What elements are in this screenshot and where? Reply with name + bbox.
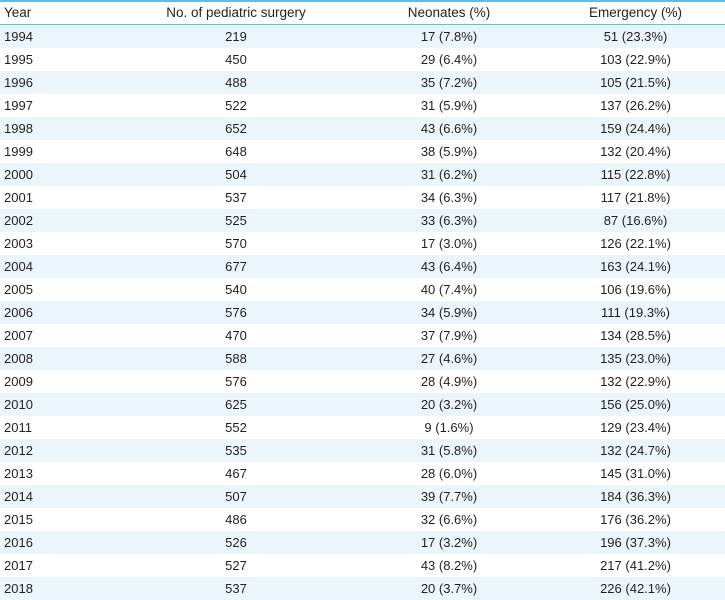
table-row bbox=[0, 94, 725, 117]
cell-neonates: 20 (3.2%) bbox=[356, 393, 542, 416]
table-row bbox=[0, 554, 725, 577]
cell-pediatric-surgery: 652 bbox=[116, 117, 356, 140]
column-header-emergency: Emergency (%) bbox=[542, 2, 725, 25]
cell-neonates: 17 (3.2%) bbox=[356, 531, 542, 554]
cell-pediatric-surgery: 648 bbox=[116, 140, 356, 163]
cell-neonates: 37 (7.9%) bbox=[356, 324, 542, 347]
cell-neonates: 43 (8.2%) bbox=[356, 554, 542, 577]
table-row bbox=[0, 25, 725, 49]
cell-emergency: 163 (24.1%) bbox=[542, 255, 725, 278]
cell-pediatric-surgery: 537 bbox=[116, 186, 356, 209]
cell-neonates: 34 (5.9%) bbox=[356, 301, 542, 324]
table-row bbox=[0, 301, 725, 324]
cell-year: 2012 bbox=[0, 439, 116, 462]
cell-pediatric-surgery: 467 bbox=[116, 462, 356, 485]
cell-year: 2017 bbox=[0, 554, 116, 577]
column-header-pediatric-surgery: No. of pediatric surgery bbox=[116, 2, 356, 25]
table-row bbox=[0, 209, 725, 232]
cell-emergency: 87 (16.6%) bbox=[542, 209, 725, 232]
cell-neonates: 29 (6.4%) bbox=[356, 48, 542, 71]
table-row bbox=[0, 140, 725, 163]
cell-year: 1994 bbox=[0, 25, 116, 49]
cell-emergency: 105 (21.5%) bbox=[542, 71, 725, 94]
cell-pediatric-surgery: 526 bbox=[116, 531, 356, 554]
cell-year: 1996 bbox=[0, 71, 116, 94]
cell-neonates: 35 (7.2%) bbox=[356, 71, 542, 94]
cell-emergency: 132 (24.7%) bbox=[542, 439, 725, 462]
cell-emergency: 103 (22.9%) bbox=[542, 48, 725, 71]
cell-neonates: 9 (1.6%) bbox=[356, 416, 542, 439]
cell-emergency: 137 (26.2%) bbox=[542, 94, 725, 117]
cell-emergency: 115 (22.8%) bbox=[542, 163, 725, 186]
cell-neonates: 28 (4.9%) bbox=[356, 370, 542, 393]
cell-neonates: 31 (5.9%) bbox=[356, 94, 542, 117]
table-row bbox=[0, 462, 725, 485]
cell-emergency: 129 (23.4%) bbox=[542, 416, 725, 439]
table-header bbox=[0, 2, 725, 25]
cell-pediatric-surgery: 588 bbox=[116, 347, 356, 370]
cell-pediatric-surgery: 570 bbox=[116, 232, 356, 255]
cell-neonates: 17 (7.8%) bbox=[356, 25, 542, 49]
cell-emergency: 196 (37.3%) bbox=[542, 531, 725, 554]
cell-emergency: 135 (23.0%) bbox=[542, 347, 725, 370]
table-row bbox=[0, 485, 725, 508]
cell-emergency: 51 (23.3%) bbox=[542, 25, 725, 49]
cell-year: 1998 bbox=[0, 117, 116, 140]
cell-year: 1997 bbox=[0, 94, 116, 117]
cell-neonates: 33 (6.3%) bbox=[356, 209, 542, 232]
table-row bbox=[0, 255, 725, 278]
cell-neonates: 17 (3.0%) bbox=[356, 232, 542, 255]
cell-neonates: 40 (7.4%) bbox=[356, 278, 542, 301]
cell-year: 2018 bbox=[0, 577, 116, 600]
cell-year: 2002 bbox=[0, 209, 116, 232]
table-body bbox=[0, 25, 725, 600]
cell-pediatric-surgery: 537 bbox=[116, 577, 356, 600]
cell-pediatric-surgery: 488 bbox=[116, 71, 356, 94]
cell-emergency: 117 (21.8%) bbox=[542, 186, 725, 209]
cell-emergency: 132 (22.9%) bbox=[542, 370, 725, 393]
cell-neonates: 38 (5.9%) bbox=[356, 140, 542, 163]
cell-neonates: 28 (6.0%) bbox=[356, 462, 542, 485]
cell-emergency: 145 (31.0%) bbox=[542, 462, 725, 485]
table-row bbox=[0, 163, 725, 186]
cell-emergency: 134 (28.5%) bbox=[542, 324, 725, 347]
cell-neonates: 31 (5.8%) bbox=[356, 439, 542, 462]
cell-pediatric-surgery: 677 bbox=[116, 255, 356, 278]
table-row bbox=[0, 508, 725, 531]
table-row bbox=[0, 71, 725, 94]
cell-pediatric-surgery: 450 bbox=[116, 48, 356, 71]
cell-year: 2005 bbox=[0, 278, 116, 301]
cell-year: 2011 bbox=[0, 416, 116, 439]
cell-pediatric-surgery: 219 bbox=[116, 25, 356, 49]
cell-pediatric-surgery: 522 bbox=[116, 94, 356, 117]
cell-pediatric-surgery: 625 bbox=[116, 393, 356, 416]
cell-year: 1999 bbox=[0, 140, 116, 163]
cell-pediatric-surgery: 576 bbox=[116, 301, 356, 324]
cell-year: 2010 bbox=[0, 393, 116, 416]
cell-year: 2000 bbox=[0, 163, 116, 186]
cell-emergency: 111 (19.3%) bbox=[542, 301, 725, 324]
cell-year: 2016 bbox=[0, 531, 116, 554]
cell-emergency: 159 (24.4%) bbox=[542, 117, 725, 140]
cell-neonates: 27 (4.6%) bbox=[356, 347, 542, 370]
cell-pediatric-surgery: 507 bbox=[116, 485, 356, 508]
cell-year: 2009 bbox=[0, 370, 116, 393]
table-row bbox=[0, 186, 725, 209]
cell-emergency: 156 (25.0%) bbox=[542, 393, 725, 416]
cell-pediatric-surgery: 576 bbox=[116, 370, 356, 393]
cell-year: 2004 bbox=[0, 255, 116, 278]
cell-year: 2015 bbox=[0, 508, 116, 531]
column-header-neonates: Neonates (%) bbox=[356, 2, 542, 25]
cell-pediatric-surgery: 504 bbox=[116, 163, 356, 186]
cell-neonates: 20 (3.7%) bbox=[356, 577, 542, 600]
table-row bbox=[0, 48, 725, 71]
cell-neonates: 34 (6.3%) bbox=[356, 186, 542, 209]
cell-year: 2014 bbox=[0, 485, 116, 508]
cell-neonates: 32 (6.6%) bbox=[356, 508, 542, 531]
cell-year: 2013 bbox=[0, 462, 116, 485]
table-row bbox=[0, 324, 725, 347]
cell-year: 1995 bbox=[0, 48, 116, 71]
pediatric-surgery-table bbox=[0, 2, 725, 600]
cell-emergency: 126 (22.1%) bbox=[542, 232, 725, 255]
cell-pediatric-surgery: 486 bbox=[116, 508, 356, 531]
cell-pediatric-surgery: 470 bbox=[116, 324, 356, 347]
cell-emergency: 217 (41.2%) bbox=[542, 554, 725, 577]
table-row bbox=[0, 278, 725, 301]
cell-pediatric-surgery: 540 bbox=[116, 278, 356, 301]
table-row bbox=[0, 577, 725, 600]
cell-year: 2008 bbox=[0, 347, 116, 370]
cell-neonates: 39 (7.7%) bbox=[356, 485, 542, 508]
table-row bbox=[0, 347, 725, 370]
cell-emergency: 226 (42.1%) bbox=[542, 577, 725, 600]
cell-neonates: 43 (6.6%) bbox=[356, 117, 542, 140]
cell-neonates: 43 (6.4%) bbox=[356, 255, 542, 278]
cell-year: 2006 bbox=[0, 301, 116, 324]
cell-pediatric-surgery: 525 bbox=[116, 209, 356, 232]
cell-year: 2001 bbox=[0, 186, 116, 209]
cell-emergency: 106 (19.6%) bbox=[542, 278, 725, 301]
table-row bbox=[0, 416, 725, 439]
column-header-year: Year bbox=[0, 2, 116, 25]
table-header-row bbox=[0, 2, 725, 25]
cell-emergency: 176 (36.2%) bbox=[542, 508, 725, 531]
table-row bbox=[0, 370, 725, 393]
cell-pediatric-surgery: 527 bbox=[116, 554, 356, 577]
cell-year: 2007 bbox=[0, 324, 116, 347]
table-row bbox=[0, 393, 725, 416]
table-row bbox=[0, 117, 725, 140]
cell-neonates: 31 (6.2%) bbox=[356, 163, 542, 186]
table-row bbox=[0, 439, 725, 462]
cell-emergency: 132 (20.4%) bbox=[542, 140, 725, 163]
table-row bbox=[0, 531, 725, 554]
cell-pediatric-surgery: 535 bbox=[116, 439, 356, 462]
table-row bbox=[0, 232, 725, 255]
cell-year: 2003 bbox=[0, 232, 116, 255]
cell-emergency: 184 (36.3%) bbox=[542, 485, 725, 508]
cell-pediatric-surgery: 552 bbox=[116, 416, 356, 439]
